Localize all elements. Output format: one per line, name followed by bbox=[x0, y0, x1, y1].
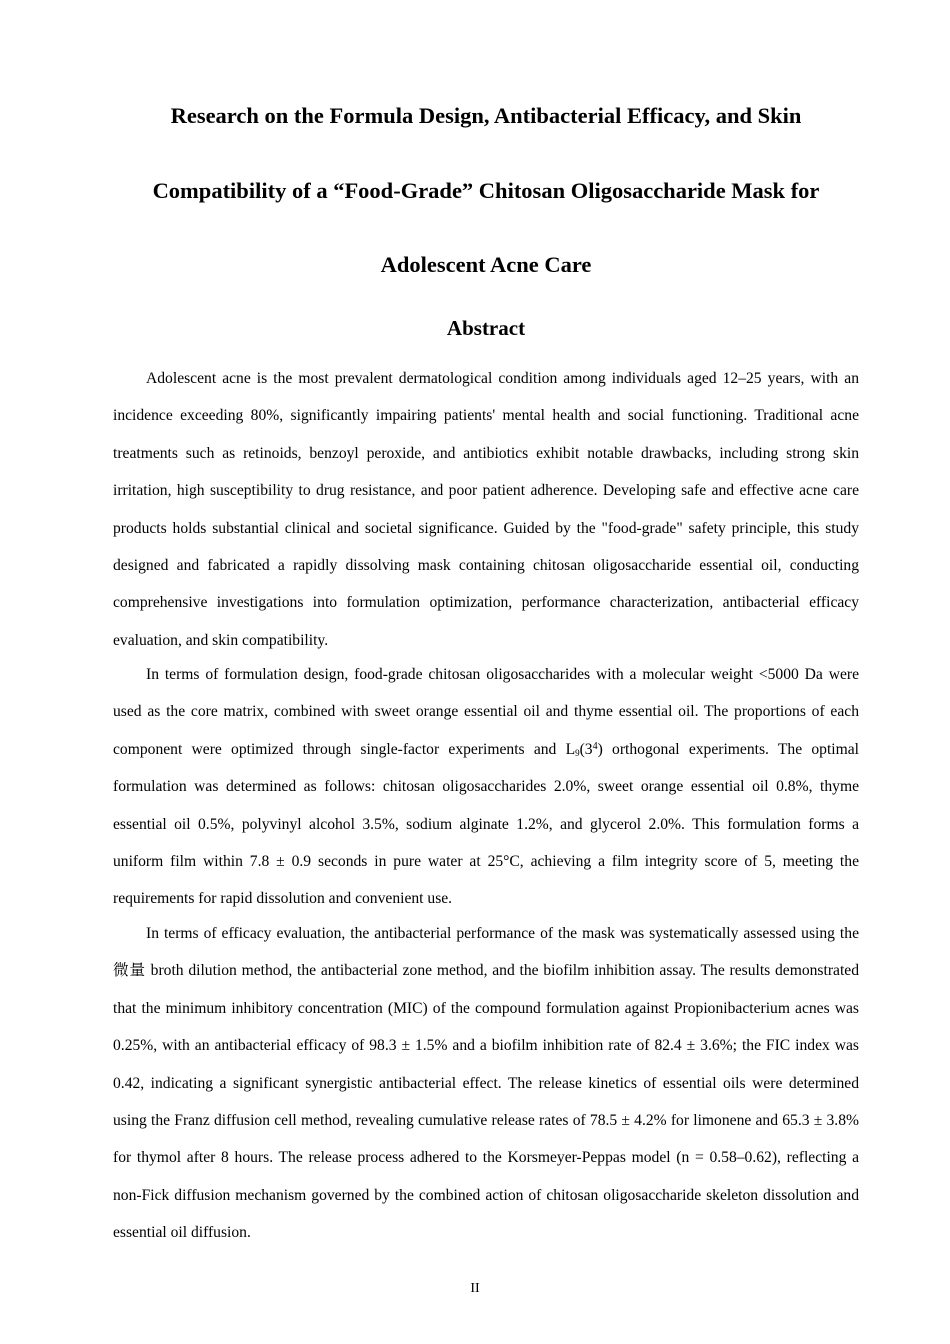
abstract-paragraph-1: Adolescent acne is the most prevalent dermatological condition among individuals aged 12–25 years, with an incidence exceeding 80%, significantly impairing patients' mental health and social functioning. Traditional acne treatments such as retinoids, benzoyl peroxide, and antibiotics exhibit notable drawbacks, including strong skin irritation, high susceptibility to drug resistance, and poor patient adherence. Developing safe and effective acne care products holds substantial clinical and societal significance. Guided by the "food-grade" safety principle, this study designed and fabricated a rapidly dissolving mask containing chitosan oligosaccharide essential oil, conducting comprehensive investigations into formulation optimization, performance characterization, antibacterial efficacy evaluation, and skin compatibility. bbox=[113, 370, 859, 649]
title-line-1: Research on the Formula Design, Antibacterial Efficacy, and Skin bbox=[170, 103, 802, 128]
paragraph-2-text-c: ) orthogonal experiments. The optimal formulation was determined as follows: chitosan oligosaccharides 2.0%, sweet orange essential oil 0.8%, thyme essential oil 0.5%, polyvinyl alcohol 3.5%, sodium alginate 1.2%, and glycerol 2.0%. This formulation forms a uniform film within 7.8 ± 0.9 seconds in pure water at 25°C, achieving a film integrity score of 5, meeting the requirements for rapid dissolution and convenient use. bbox=[113, 740, 859, 908]
abstract-heading: Abstract bbox=[446, 316, 526, 340]
paragraph-2-text-b: (3 bbox=[579, 740, 593, 758]
abstract-paragraph-2 bbox=[113, 656, 859, 918]
orthogonal-array-subscript: 9 bbox=[575, 747, 580, 758]
abstract-paragraph-3: In terms of efficacy evaluation, the antibacterial performance of the mask was systematically assessed using the 微量 broth dilution method, the antibacterial zone method, and the biofilm inhibition assay. The results demonstrated that the minimum inhibitory concentration (MIC) of the compound formulation against Propionibacterium acnes was 0.25%, with an antibacterial efficacy of 98.3 ± 1.5% and a biofilm inhibition rate of 82.4 ± 3.6%; the FIC index was 0.42, indicating a significant synergistic antibacterial effect. The release kinetics of essential oils were determined using the Franz diffusion cell method, revealing cumulative release rates of 78.5 ± 4.2% for limonene and 65.3 ± 3.8% for thymol after 8 hours. The release process adhered to the Korsmeyer-Peppas model (n = 0.58–0.62), reflecting a non-Fick diffusion mechanism governed by the combined action of chitosan oligosaccharide skeleton dissolution and essential oil diffusion. bbox=[113, 925, 859, 1242]
title-line-2: Compatibility of a “Food-Grade” Chitosan Oligosaccharide Mask for bbox=[152, 178, 820, 203]
orthogonal-array-superscript: 4 bbox=[592, 740, 598, 752]
page-number: II bbox=[470, 1281, 480, 1296]
paragraph-2-text-a: In terms of formulation design, food-grade chitosan oligosaccharides with a molecular weight <5000 Da were used as the core matrix, combined with sweet orange essential oil and thyme essential oil. The proportions of each component were optimized through single-factor experiments and L bbox=[113, 666, 859, 758]
title-line-3: Adolescent Acne Care bbox=[380, 252, 592, 277]
